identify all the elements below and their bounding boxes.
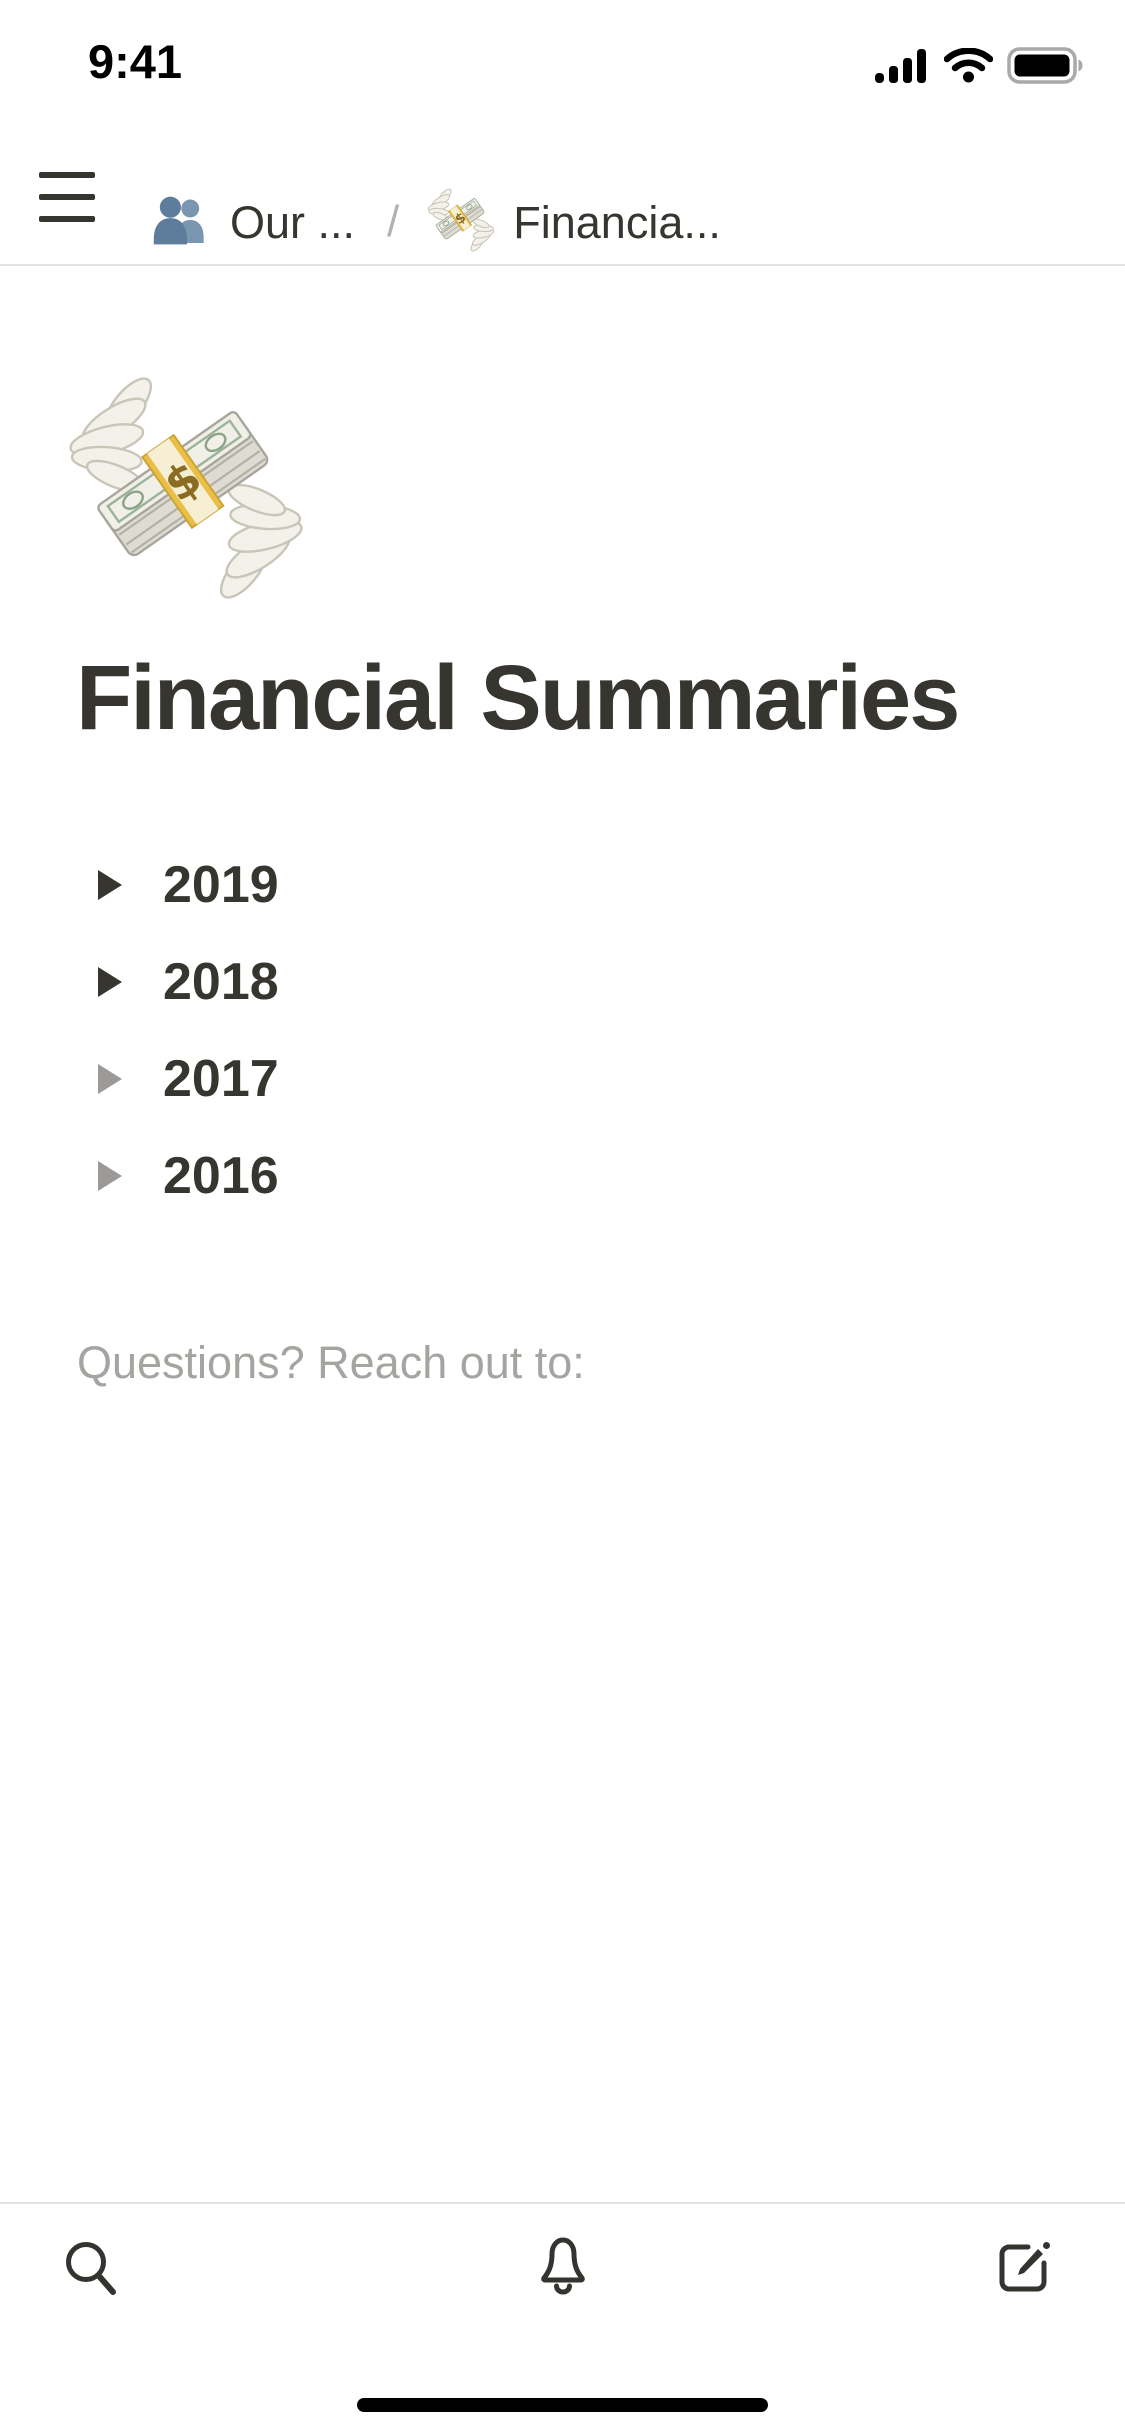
status-time: 9:41 (88, 35, 183, 88)
breadcrumb-parent-label: Our ... (230, 196, 356, 248)
busts-in-silhouette-icon (148, 188, 212, 257)
cellular-signal-icon (875, 49, 930, 88)
battery-icon (1007, 47, 1085, 89)
breadcrumb (148, 100, 721, 304)
breadcrumb-current-page[interactable] (427, 186, 721, 259)
toggle-triangle-icon[interactable] (98, 870, 122, 900)
toggle-row-2018[interactable] (98, 933, 279, 1030)
breadcrumb-parent-page[interactable] (148, 188, 355, 257)
wifi-icon (944, 48, 993, 88)
breadcrumb-current-label: Financia... (513, 196, 721, 248)
toggle-label: 2016 (163, 1146, 279, 1205)
status-icons (875, 48, 1085, 88)
notifications-bell-icon[interactable] (531, 2234, 595, 2309)
toggle-row-2019[interactable] (98, 836, 279, 933)
footer-prompt-text[interactable]: Questions? Reach out to: (77, 1337, 585, 1388)
toggle-triangle-icon[interactable] (98, 1161, 122, 1191)
breadcrumb-separator: / (387, 197, 400, 246)
compose-new-page-icon[interactable] (992, 2236, 1056, 2305)
toggle-label: 2019 (163, 855, 279, 914)
search-icon[interactable] (62, 2238, 126, 2309)
money-with-wings-icon (427, 186, 495, 259)
hamburger-menu-icon[interactable] (39, 172, 95, 222)
page-icon-money-with-wings[interactable] (66, 368, 306, 608)
toggle-triangle-icon[interactable] (98, 967, 122, 997)
toggle-row-2016[interactable] (98, 1127, 279, 1224)
svg-text:$: $ (452, 208, 470, 228)
toggle-label: 2018 (163, 952, 279, 1011)
navigation-bar (0, 100, 1125, 266)
toggle-label: 2017 (163, 1049, 279, 1108)
home-indicator-handle[interactable] (357, 2398, 768, 2412)
toggle-row-2017[interactable] (98, 1030, 279, 1127)
toggle-triangle-icon[interactable] (98, 1064, 122, 1094)
page-title[interactable]: Financial Summaries (76, 647, 959, 749)
toggle-list (98, 836, 279, 1224)
status-bar (0, 0, 1125, 100)
svg-text:$: $ (154, 450, 212, 513)
